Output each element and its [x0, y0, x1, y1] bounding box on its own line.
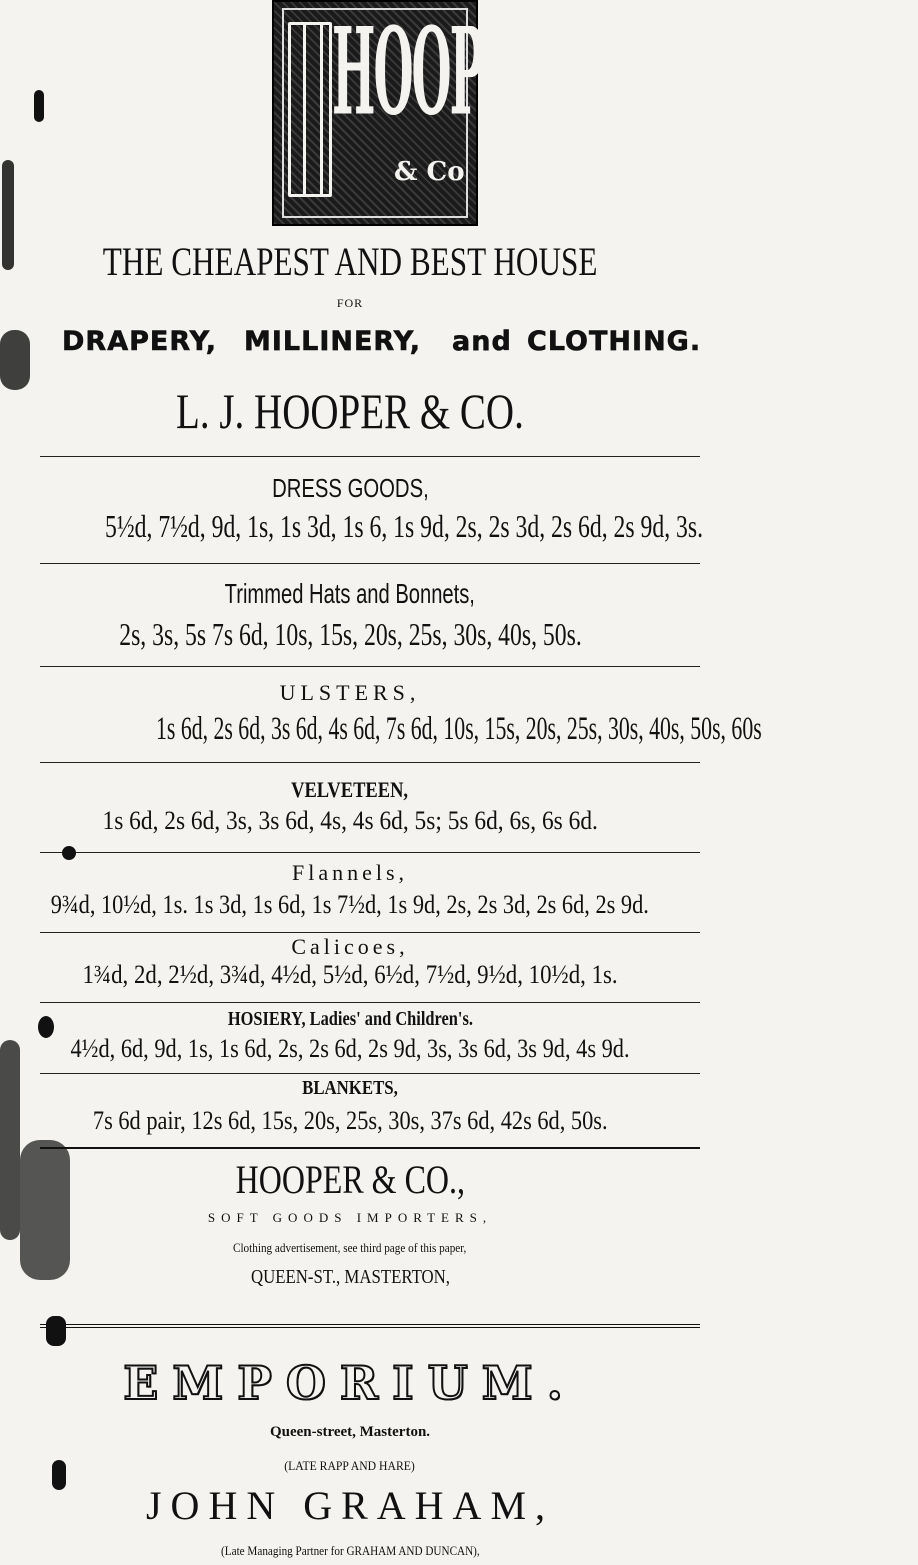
divider — [40, 1324, 700, 1328]
logo-brand-suffix: & Co — [394, 157, 465, 187]
section-title-text: BLANKETS, — [302, 1077, 398, 1099]
category-drapery: DRAPERY, — [62, 326, 217, 357]
for-word: FOR — [336, 296, 364, 310]
ink-blot-decoration — [38, 1016, 54, 1038]
footer-hooper-note — [0, 1240, 700, 1256]
section-prices-text: 4½d, 6d, 9d, 1s, 1s 6d, 2s, 2s 6d, 2s 9d, 3s, 3s 6d, 3s 9d, 4s 9d. — [70, 1034, 630, 1063]
section-prices-text: 7s 6d pair, 12s 6d, 15s, 20s, 25s, 30s, 37s 6d, 42s 6d, 50s. — [92, 1106, 608, 1135]
divider — [40, 666, 700, 667]
footer-hooper-name — [0, 1156, 700, 1203]
section-title-text: Trimmed Hats and Bonnets, — [224, 578, 476, 609]
ink-blot-decoration — [0, 330, 30, 390]
divider — [40, 932, 700, 933]
divider — [40, 1073, 700, 1074]
section-title-blankets — [0, 1077, 700, 1100]
divider — [40, 852, 700, 853]
ink-blot-decoration — [20, 1140, 70, 1280]
section-prices-text: 1s 6d, 2s 6d, 3s, 3s 6d, 4s, 4s 6d, 5s; 5s 6d, 6s, 6s 6d. — [102, 806, 598, 835]
logo-monogram-ornament — [288, 22, 332, 197]
section-prices-dress-goods — [0, 508, 704, 545]
divider — [40, 762, 700, 763]
firm-name-text: L. J. HOOPER & CO. — [176, 383, 524, 439]
section-title-calicoes: Calicoes, — [291, 934, 409, 959]
category-clothing: CLOTHING. — [527, 326, 702, 357]
ink-blot-decoration — [52, 1460, 66, 1490]
emporium-address: Queen-street, Masterton. — [269, 1424, 431, 1440]
emporium-proprietor-note — [0, 1543, 700, 1559]
section-title-flannels: Flannels, — [291, 860, 409, 885]
headline — [0, 238, 700, 285]
footer-hooper-note-text: Clothing advertisement, see third page of this paper, — [233, 1240, 467, 1255]
section-prices-text: 5½d, 7½d, 9d, 1s, 1s 3d, 1s 6, 1s 9d, 2s, 2s 3d, 2s 6d, 2s 9d, 3s. — [105, 508, 704, 544]
emporium-late-text: (LATE RAPP AND HARE) — [284, 1458, 416, 1473]
divider — [40, 456, 700, 457]
section-title-hosiery — [0, 1008, 700, 1031]
category-millinery: MILLINERY, — [244, 326, 422, 357]
section-title-velveteen — [0, 777, 700, 803]
section-title-text: VELVETEEN, — [291, 777, 409, 802]
section-title-dress-goods — [0, 473, 700, 504]
emporium-title: EMPORIUM. — [123, 1356, 577, 1410]
section-prices-text: 1s 6d, 2s 6d, 3s 6d, 4s 6d, 7s 6d, 10s, 15s, 20s, 25s, 30s, 40s, 50s, 60s — [156, 711, 762, 747]
section-prices-text: 9¾d, 10½d, 1s. 1s 3d, 1s 6d, 1s 7½d, 1s 9d, 2s, 2s 3d, 2s 6d, 2s 9d. — [50, 890, 650, 919]
ink-blot-decoration — [0, 1040, 20, 1240]
headline-text: THE CHEAPEST AND BEST HOUSE — [102, 239, 598, 284]
logo-brand-text: HOOPER — [332, 1, 552, 142]
hooper-logo — [272, 0, 552, 226]
section-prices-ulsters — [0, 711, 762, 748]
ink-blot-decoration — [34, 90, 44, 122]
section-title-trimmed-hats — [0, 578, 700, 610]
section-prices-calicoes — [0, 960, 700, 990]
section-title-ulsters: ULSTERS, — [279, 680, 421, 705]
section-prices-flannels — [0, 890, 700, 920]
section-prices-blankets — [0, 1106, 700, 1136]
emporium-proprietor-note-text: (Late Managing Partner for GRAHAM AND DUNCAN), — [220, 1543, 480, 1558]
section-prices-hosiery — [0, 1034, 700, 1064]
divider — [40, 1147, 700, 1149]
ink-blot-decoration — [46, 1316, 66, 1346]
firm-name — [0, 382, 700, 440]
section-title-text: DRESS GOODS, — [271, 473, 429, 503]
ink-blot-decoration — [2, 160, 14, 270]
section-prices-velveteen — [0, 806, 700, 836]
footer-hooper-name-text: HOOPER & CO., — [235, 1157, 465, 1202]
section-prices-text: 2s, 3s, 5s 7s 6d, 10s, 15s, 20s, 25s, 30s, 40s, 50s. — [118, 616, 582, 652]
ink-blot-decoration — [62, 846, 76, 860]
section-title-text: HOSIERY, Ladies' and Children's. — [227, 1008, 473, 1030]
section-prices-text: 1¾d, 2d, 2½d, 3¾d, 4½d, 5½d, 6½d, 7½d, 9½d, 10½d, 1s. — [82, 960, 618, 989]
emporium-proprietor: JOHN GRAHAM, — [145, 1483, 555, 1528]
divider — [40, 563, 700, 564]
emporium-late — [0, 1458, 700, 1474]
footer-hooper-tagline: SOFT GOODS IMPORTERS, — [207, 1210, 493, 1225]
divider — [40, 1002, 700, 1003]
footer-hooper-address — [0, 1266, 700, 1289]
section-prices-trimmed-hats — [0, 616, 700, 653]
category-and: and — [452, 326, 512, 357]
footer-hooper-address-text: QUEEN-ST., MASTERTON, — [250, 1266, 450, 1288]
